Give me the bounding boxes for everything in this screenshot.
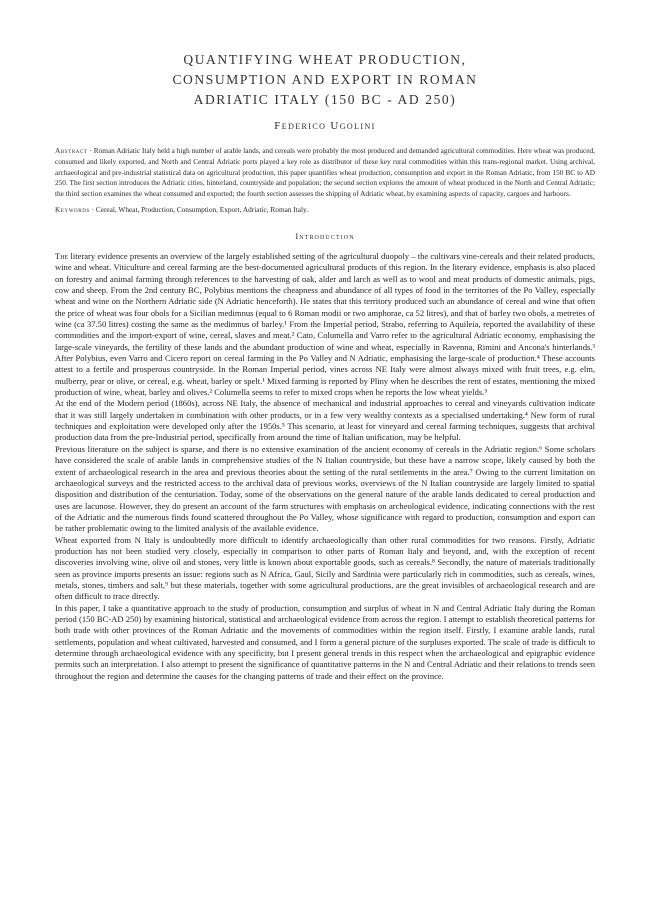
author-name: Federico Ugolini bbox=[274, 120, 376, 132]
article-title bbox=[55, 50, 595, 110]
paragraph-2: At the end of the Modern period (1860s), across NE Italy, the absence of mechanical and industrial approaches to cereal and vineyards cultivation indicate that it was still largely undertaken in combination with other products, or in a few very wealthy contexts as a specialised undertaking.⁴ New form of rural techniques and exploitation were developed only after the 1950s.⁵ This scenario, at least for vineyard and cereal farming techniques, suggests that archival production data from the pre-Industrial period, specifically from around the time of Italian unification, may be helpful. bbox=[55, 398, 595, 443]
article-page bbox=[55, 50, 595, 682]
abstract-label: Abstract bbox=[55, 146, 88, 155]
section-heading-introduction: Introduction bbox=[295, 230, 355, 241]
abstract bbox=[55, 146, 595, 200]
paragraph-3: Previous literature on the subject is sparse, and there is no extensive examination of the ancient economy of cereals in the Adriatic region.⁶ Some scholars have considered the scale of arable lands in comprehensive studies of the N Italian countryside, but these have a narrow scope, likely caused by both the extent of archaeological research in the area and previous theories about the setting of the rural settlements in the area.⁷ Owing to the current limitation on archaeological surveys and the restricted access to the archival data of previous works, overviews of the N Italian countryside are largely limited to spatial disposition and distribution of the centuriation. Today, some of the observations on the general nature of the arable lands dedicated to cereal production and uses are lacunose. However, they do present an account of the farm structures with emphasis on archeological evidence, indicating connections with the rest of the Adriatic and the numerous finds found scattered throughout the Po Valley, whose significance with regard to production, consumption and export can be rather problematic owing to the limited analysis of the available evidence. bbox=[55, 443, 595, 534]
title-line-3: ADRIATIC ITALY (150 BC - AD 250) bbox=[193, 92, 457, 107]
keywords-label: Keywords bbox=[55, 204, 90, 214]
paragraph-5: In this paper, I take a quantitative approach to the study of production, consumption and surplus of wheat in N and Central Adriatic Italy during the Roman period (150 BC-AD 250) by examining historical, statistical and archaeological evidence from across the region. I attempt to establish theoretical patterns for both trade with other provinces of the Roman Adriatic and the movements of commodities within the region itself. Firstly, I examine arable lands, rural settlements, population and wheat cultivated, harvested and consumed, and I form a general picture of the surpluses exported. The scale of trade is difficult to determine through archaeological evidence with any specificity, but I present general trends in this respect when the archaeological and epigraphic evidence permits such an interpretation. I also attempt to present the significance of quantitative patterns in the N and Central Adriatic and their relations to trends seen throughout the region and determine the causes for the changing patterns of trade and their effect on the province. bbox=[55, 602, 595, 681]
title-line-1: QUANTIFYING WHEAT PRODUCTION, bbox=[183, 52, 467, 67]
abstract-text: · Roman Adriatic Italy held a high number of arable lands, and cereals were probably the most produced and demanded agricultural commodities. Here wheat was produced, consumed and likely exported, and North and Central Adriatic ports played a key role as distributor of these key rural commodities within this trans-regional market. Using archival, archaeological and pre-industrial statistical data on agricultural production, this paper quantifies wheat production, consumption and export in the Roman Adriatic, from 150 BC to AD 250. The first section introduces the Adriatic cities, hinterland, countryside and population; the second section explores the amount of wheat produced in the North and Central Adriatic; the third section examines the wheat consumed and exported; the fourth section assesses the shipping of Adriatic wheat, by examining aspects of capacity, cargoes and harbours. bbox=[55, 146, 595, 199]
title-line-2: CONSUMPTION AND EXPORT IN ROMAN bbox=[172, 72, 478, 87]
paragraph-1-lead: The bbox=[55, 250, 69, 261]
paragraph-4: Wheat exported from N Italy is undoubtedly more difficult to identify archaeologically than other rural commodities for two reasons. Firstly, Adriatic production has not been studied very closely, especially in comparison to other parts of Roman Italy and beyond, and, with the exception of recent discoveries involving wine, olive oil and stones, very little is known about exportable goods, such as cereals.⁸ Secondly, the nature of materials traditionally seen as province imports presents an issue: regions such as N Africa, Gaul, Sicily and Sardinia were particularly rich in commodities, such as cereals, wines, metals, stones, timbers and salt,⁹ but these materials, together with some agricultural productions, are the great invisibles of archaeological research and are often difficult to trace directly. bbox=[55, 534, 595, 602]
paragraph-1-text: literary evidence presents an overview of the largely established setting of the agricultural duopoly – the cultivars vine-cereals and their related products, wine and wheat. Viticulture and cereal farming are the best-documented agricultural products of this region. In the literary evidence, emphasis is also placed on forestry and animal farming through references to the harvesting of oak, alder and larch as well as to wool and meat products of domestic animals, pigs, cow and sheep. From the 2nd century BC, Polybius mentions the cheapness and abundance of all types of food in the territories of the Po Valley, especially wheat and wine on the Northern Adriatic side (N Adriatic henceforth). He states that this territory produced such an abundance of cereal and wine that often the price of wheat was four obols for a Sicilian medimnus (equal to 6 Roman modii or two amphorae, ca 52 litres), and that of barley two obols, a metretes of wine (ca 37.50 litres) costing the same as the medimnus of barley.¹ From the Imperial period, Strabo, referring to Aquileia, reported the availability of these commodities and the import-export of wine, cereal, slaves and meat.² Cato, Columella and Varro refer to the agricultural Adriatic economy, emphasising the large-scale vineyards, the fertility of these lands and the abundant production of wine and wheat, especially in Ravenna, Rimini and Ancona's hinterlands.³ After Polybius, even Varro and Cicero report on cereal farming in the Po Valley and N Adriatic, emphasising the large-scale of production.⁴ These accounts attest to a fertile and prosperous countryside. In the Roman Imperial period, vines across NE Italy were almost always mixed with fruit trees, e.g. elm, mulberry, pear or olive, or cereal, e.g. wheat, barley or spelt.¹ Mixed farming is reported by Pliny when he describes the rent of estates, mentioning the mixed production of wine, wheat, barley and olives.² Columella seems to refer to mixed crops when he reports the low wheat yields.³ bbox=[55, 250, 595, 398]
keywords bbox=[55, 205, 595, 215]
paragraph-1 bbox=[55, 251, 595, 398]
keywords-text: · Cereal, Wheat, Production, Consumption, Export, Adriatic, Roman Italy. bbox=[89, 204, 309, 214]
